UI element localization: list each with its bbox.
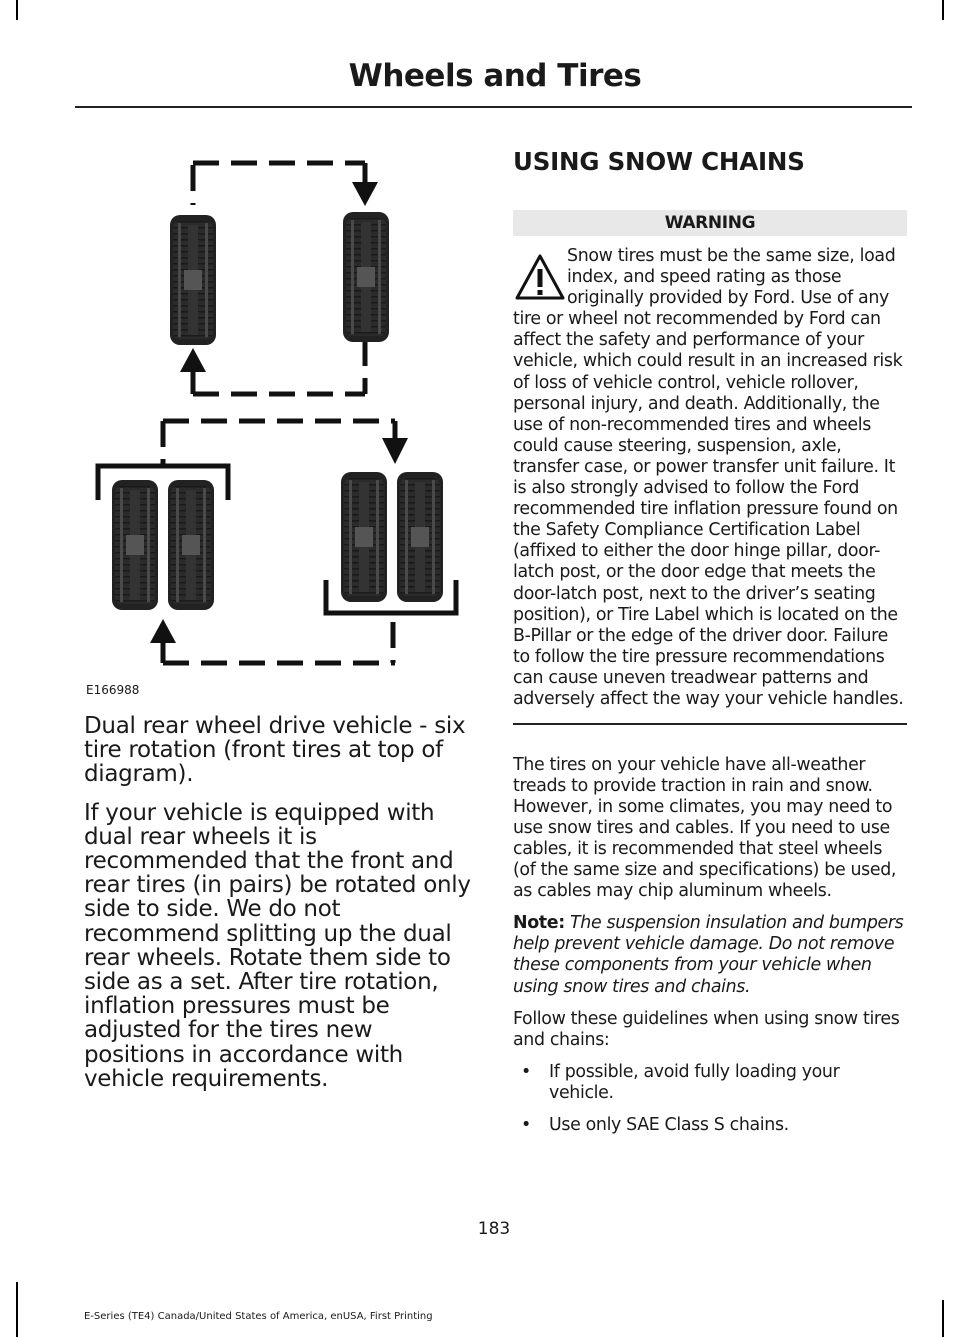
- warning-box: [513, 246, 907, 710]
- note-label: Note:: [513, 913, 565, 934]
- all-weather-paragraph: The tires on your vehicle have all-weather treads to provide traction in rain and snow. However, in some climates, you may need to use snow tires and cables. If you need to use cables, it is recommended that steel wheels (of the same size and specifications) be used, as cables may chip aluminum wheels.: [513, 754, 897, 902]
- header-divider: [75, 106, 912, 108]
- page-title: Wheels and Tires: [348, 58, 642, 94]
- arrow-down-icon: [352, 182, 378, 206]
- crop-mark-bottom-left: [16, 1282, 18, 1337]
- section-heading: USING SNOW CHAINS: [513, 147, 805, 176]
- dual-wheel-paragraph: If your vehicle is equipped with dual rear wheels it is recommended that the front and rear tires (in pairs) be rotated only side to side. We do not recommend splitting up the dual rear wheels. Rotate them side to side as a set. After tire rotation, inflation pressures must be adjusted for the tires new positions in accordance with vehicle requirements.: [84, 799, 471, 1092]
- crop-mark-top-right: [942, 0, 944, 20]
- right-column: [513, 145, 907, 1147]
- diagram-code: E166988: [86, 683, 140, 697]
- footer-text: E-Series (TE4) Canada/United States of America, enUSA, First Printing: [84, 1311, 433, 1322]
- warning-label: WARNING: [513, 210, 907, 236]
- front-rotation-path: [193, 163, 365, 394]
- guidelines-paragraph: Follow these guidelines when using snow tires and chains:: [513, 1008, 900, 1050]
- guidelines-list: [513, 1062, 907, 1136]
- page-number: 183: [477, 1219, 511, 1239]
- crop-mark-top-left: [16, 0, 18, 20]
- list-item: • Use only SAE Class S chains.: [513, 1115, 907, 1136]
- front-left-tire-icon: [170, 215, 216, 345]
- rear-left-outer-tire-icon: [112, 480, 158, 610]
- diagram-caption: Dual rear wheel drive vehicle - six tire rotation (front tires at top of diagram).: [84, 713, 466, 788]
- warning-triangle-icon: [513, 250, 567, 306]
- warning-text: Snow tires must be the same size, load index, and speed rating as those originally provided by Ford. Use of any tire or wheel not recommended by Ford can affect the safety and performance of your vehicle, which could result in an increased risk of loss of vehicle control, vehicle rollover, personal injury, and death. Additionally, the use of non-recommended tires and wheels could cause steering, suspension, axle, transfer case, or power transfer unit failure. It is also strongly advised to follow the Ford recommended tire inflation pressure found on the Safety Compliance Certification Label (affixed to either the door hinge pillar, door-latch post, or the door edge that meets the door-latch post, next to the driver’s seating position), or Tire Label which is located on the B-Pillar or the edge of the driver door. Failure to follow the tire pressure recommendations can cause uneven treadwear patterns and adversely affect the way your vehicle handles.: [513, 246, 904, 709]
- list-item: • If possible, avoid fully loading your vehicle.: [513, 1062, 907, 1104]
- left-column: [84, 714, 479, 1105]
- rear-right-inner-tire-icon: [341, 472, 387, 602]
- front-right-tire-icon: [343, 212, 389, 342]
- arrow-up-icon: [180, 348, 206, 372]
- note-text: The suspension insulation and bumpers help prevent vehicle damage. Do not remove these components from your vehicle when using snow tires and chains.: [513, 913, 904, 997]
- note: [513, 913, 907, 997]
- arrow-down-icon: [382, 438, 408, 464]
- tire-rotation-diagram: [78, 140, 478, 700]
- warning-divider: [513, 723, 907, 725]
- arrow-up-icon: [150, 619, 176, 643]
- rear-left-inner-tire-icon: [168, 480, 214, 610]
- rear-right-outer-tire-icon: [397, 472, 443, 602]
- crop-mark-bottom-right: [942, 1300, 944, 1337]
